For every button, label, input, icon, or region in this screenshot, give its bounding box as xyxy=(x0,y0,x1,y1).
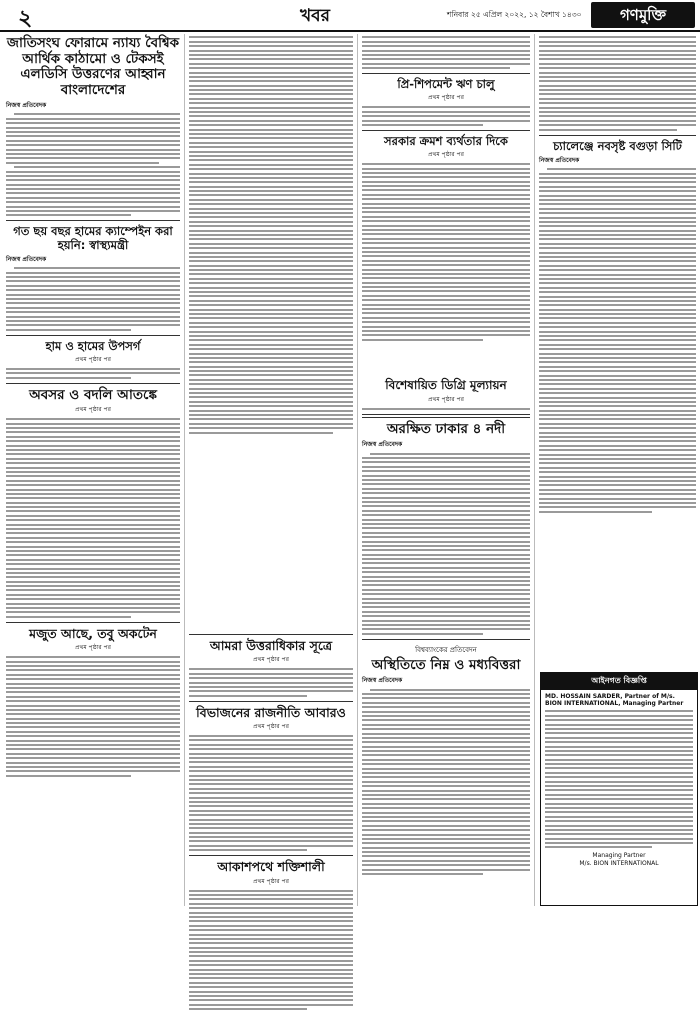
article-body xyxy=(362,408,530,410)
article-body xyxy=(189,36,353,433)
article-body xyxy=(362,106,530,126)
continued-label: প্রথম পৃষ্ঠার পর xyxy=(75,406,111,414)
ad-heading: আইনগত বিজ্ঞপ্তি xyxy=(541,673,697,690)
article-body xyxy=(362,163,530,341)
article-title: আমরা উত্তরাধিকার সূত্রে xyxy=(209,638,333,653)
article-byline: নিজস্ব প্রতিবেদক xyxy=(362,677,403,685)
continued-label: প্রথম পৃষ্ঠার পর xyxy=(75,644,111,652)
article-title: আকাশপথে শক্তিশালী xyxy=(217,859,325,875)
column-2 xyxy=(189,34,353,436)
article-body xyxy=(189,668,353,696)
ad-signature xyxy=(541,852,697,868)
continued-label: প্রথম পৃষ্ঠার পর xyxy=(428,151,464,159)
article-title: অরক্ষিত ঢাকার ৪ নদী xyxy=(386,420,506,437)
newspaper-logo: গণমুক্তি xyxy=(591,2,695,28)
article-body xyxy=(6,113,180,216)
page-number: ২ xyxy=(18,6,33,31)
article-title: জাতিসংঘ ফোরামে ন্যায্য বৈশ্বিক আর্থিক কাঠামো ও টেকসই এলডিসি উত্তরণের আহ্বান বাংলাদেশের xyxy=(6,35,180,98)
article-byline: নিজস্ব প্রতিবেদক xyxy=(6,255,47,263)
article-title: অস্থিতিতে নিম্ন ও মধ্যবিত্তরা xyxy=(371,656,521,673)
column-3 xyxy=(362,34,530,343)
article-byline: নিজস্ব প্রতিবেদক xyxy=(539,156,580,164)
date-text: ২৫ এপ্রিল ২০২২, ১২ বৈশাখ ১৪৩০ xyxy=(470,10,582,19)
article-byline: নিজস্ব প্রতিবেদক xyxy=(6,102,47,110)
date-line xyxy=(447,10,582,22)
article-title: চ্যালেঞ্জে নবসৃষ্ট বগুড়া সিটি xyxy=(553,138,682,153)
continued-label: প্রথম পৃষ্ঠার পর xyxy=(75,355,111,363)
article-title: অবসর ও বদলি আতঙ্কে xyxy=(29,386,157,403)
article-title: বিভাজনের রাজনীতি আবারও xyxy=(196,704,346,720)
continued-label: প্রথম পৃষ্ঠার পর xyxy=(253,656,289,664)
continued-label: প্রথম পৃষ্ঠার পর xyxy=(253,877,289,885)
article-body xyxy=(6,267,180,330)
article-body xyxy=(362,689,530,875)
continued-label: প্রথম পৃষ্ঠার পর xyxy=(428,94,464,102)
column-divider xyxy=(534,34,535,906)
ad-text: MD. HOSSAIN SARDER, Partner of M/s. BION INTERNATIONAL, Managing Partner xyxy=(545,693,684,708)
article-title: সরকার ক্রমশ ব্যর্থতার দিকে xyxy=(384,133,508,148)
ad-sign-company: M/s. BION INTERNATIONAL xyxy=(579,860,659,868)
masthead xyxy=(0,0,700,32)
article-title: প্রি-শিপমেন্ট ঋণ চালু xyxy=(397,77,495,92)
legal-notice-ad xyxy=(540,672,698,906)
article-title: মজুত আছে, তবু অকটেন xyxy=(29,625,157,641)
article-body xyxy=(6,656,180,777)
column-divider xyxy=(357,34,358,906)
article-body xyxy=(362,453,530,635)
article-body xyxy=(6,368,180,379)
article-title: হাম ও হামের উপসর্গ xyxy=(45,338,141,353)
column-divider xyxy=(184,34,185,906)
article-body xyxy=(539,168,696,512)
article-body xyxy=(539,36,696,130)
article-title: বিশেষায়িত ডিগ্রি মূল্যায়ন xyxy=(385,378,507,392)
column-1 xyxy=(6,34,180,779)
wide-article-block xyxy=(362,379,530,877)
day-label: শনিবার xyxy=(447,10,469,19)
section-title: খবর xyxy=(300,6,330,26)
article-kicker: বিশ্বব্যাংকের প্রতিবেদন xyxy=(415,645,477,654)
article-body xyxy=(6,418,180,618)
article-body xyxy=(189,890,353,1011)
ad-sign-title: Managing Partner xyxy=(592,852,646,860)
article-byline: নিজস্ব প্রতিবেদক xyxy=(362,441,403,449)
ad-body xyxy=(545,710,693,848)
column-2-lower xyxy=(189,630,353,1013)
continued-label: প্রথম পৃষ্ঠার পর xyxy=(253,723,289,731)
continued-label: প্রথম পৃষ্ঠার পর xyxy=(428,395,464,403)
article-body xyxy=(189,735,353,851)
article-body xyxy=(362,36,530,69)
column-4 xyxy=(539,34,696,515)
article-title: গত ছয় বছর হামের ক্যাম্পেইন করা হয়নি: স্বাস্থ্যমন্ত্রী xyxy=(13,224,173,252)
